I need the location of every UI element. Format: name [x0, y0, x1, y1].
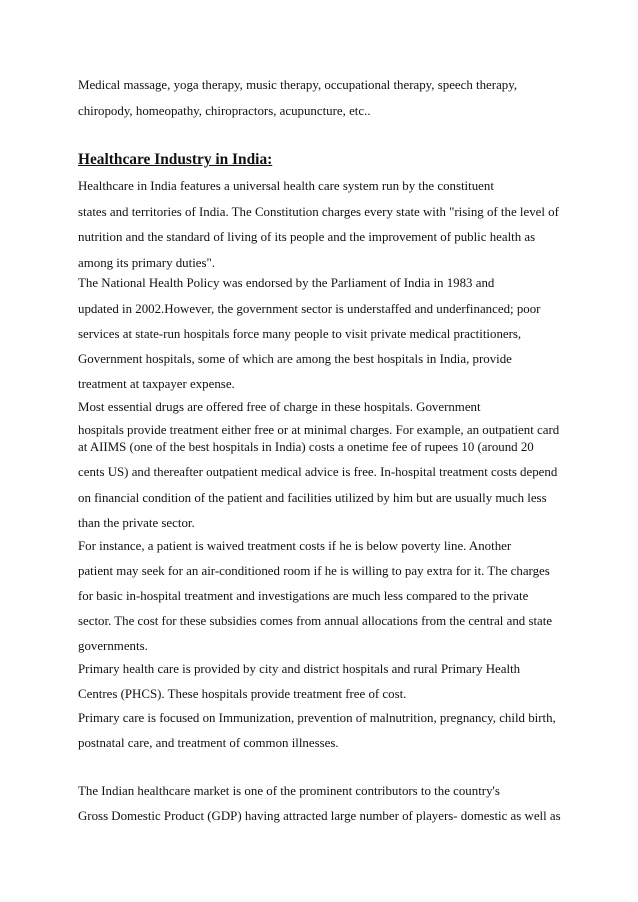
- body-line: For instance, a patient is waived treatment costs if he is below poverty line. Another: [78, 539, 512, 553]
- closing-line: The Indian healthcare market is one of the prominent contributors to the country's: [78, 784, 500, 798]
- body-line: hospitals provide treatment either free or at minimal charges. For example, an outpatient card: [78, 423, 560, 437]
- body-line: The National Health Policy was endorsed by the Parliament of India in 1983 and: [78, 276, 495, 290]
- body-line: Primary care is focused on Immunization, prevention of malnutrition, pregnancy, child birth,: [78, 711, 556, 725]
- body-line: for basic in-hospital treatment and investigations are much less compared to the private: [78, 589, 529, 603]
- body-line: Primary health care is provided by city and district hospitals and rural Primary Health: [78, 662, 521, 676]
- body-line: at AIIMS (one of the best hospitals in India) costs a onetime fee of rupees 10 (around 20: [78, 440, 534, 454]
- body-line: updated in 2002.However, the government sector is understaffed and underfinanced; poor: [78, 302, 541, 316]
- body-line: states and territories of India. The Constitution charges every state with "rising of the level of: [78, 205, 559, 219]
- body-line: Most essential drugs are offered free of charge in these hospitals. Government: [78, 400, 481, 414]
- body-line: on financial condition of the patient and facilities utilized by him but are usually much less: [78, 491, 547, 505]
- body-line: governments.: [78, 639, 148, 653]
- body-line: Centres (PHCS). These hospitals provide treatment free of cost.: [78, 687, 407, 701]
- body-line: Government hospitals, some of which are among the best hospitals in India, provide: [78, 352, 512, 366]
- body-line: treatment at taxpayer expense.: [78, 377, 235, 391]
- section-heading: Healthcare Industry in India:: [78, 151, 273, 168]
- body-line: postnatal care, and treatment of common illnesses.: [78, 736, 339, 750]
- body-line: nutrition and the standard of living of its people and the improvement of public health as: [78, 230, 536, 244]
- intro-line: chiropody, homeopathy, chiropractors, acupuncture, etc..: [78, 104, 371, 118]
- body-line: services at state-run hospitals force many people to visit private medical practitioners,: [78, 327, 522, 341]
- body-line: than the private sector.: [78, 516, 195, 530]
- intro-line: Medical massage, yoga therapy, music therapy, occupational therapy, speech therapy,: [78, 78, 518, 92]
- closing-line: Gross Domestic Product (GDP) having attracted large number of players- domestic as well as: [78, 809, 561, 823]
- body-line: among its primary duties".: [78, 256, 216, 270]
- body-line: Healthcare in India features a universal health care system run by the constituent: [78, 179, 494, 193]
- body-line: cents US) and thereafter outpatient medical advice is free. In-hospital treatment costs depend: [78, 465, 558, 479]
- body-line: patient may seek for an air-conditioned room if he is willing to pay extra for it. The charges: [78, 564, 550, 578]
- body-line: sector. The cost for these subsidies comes from annual allocations from the central and state: [78, 614, 553, 628]
